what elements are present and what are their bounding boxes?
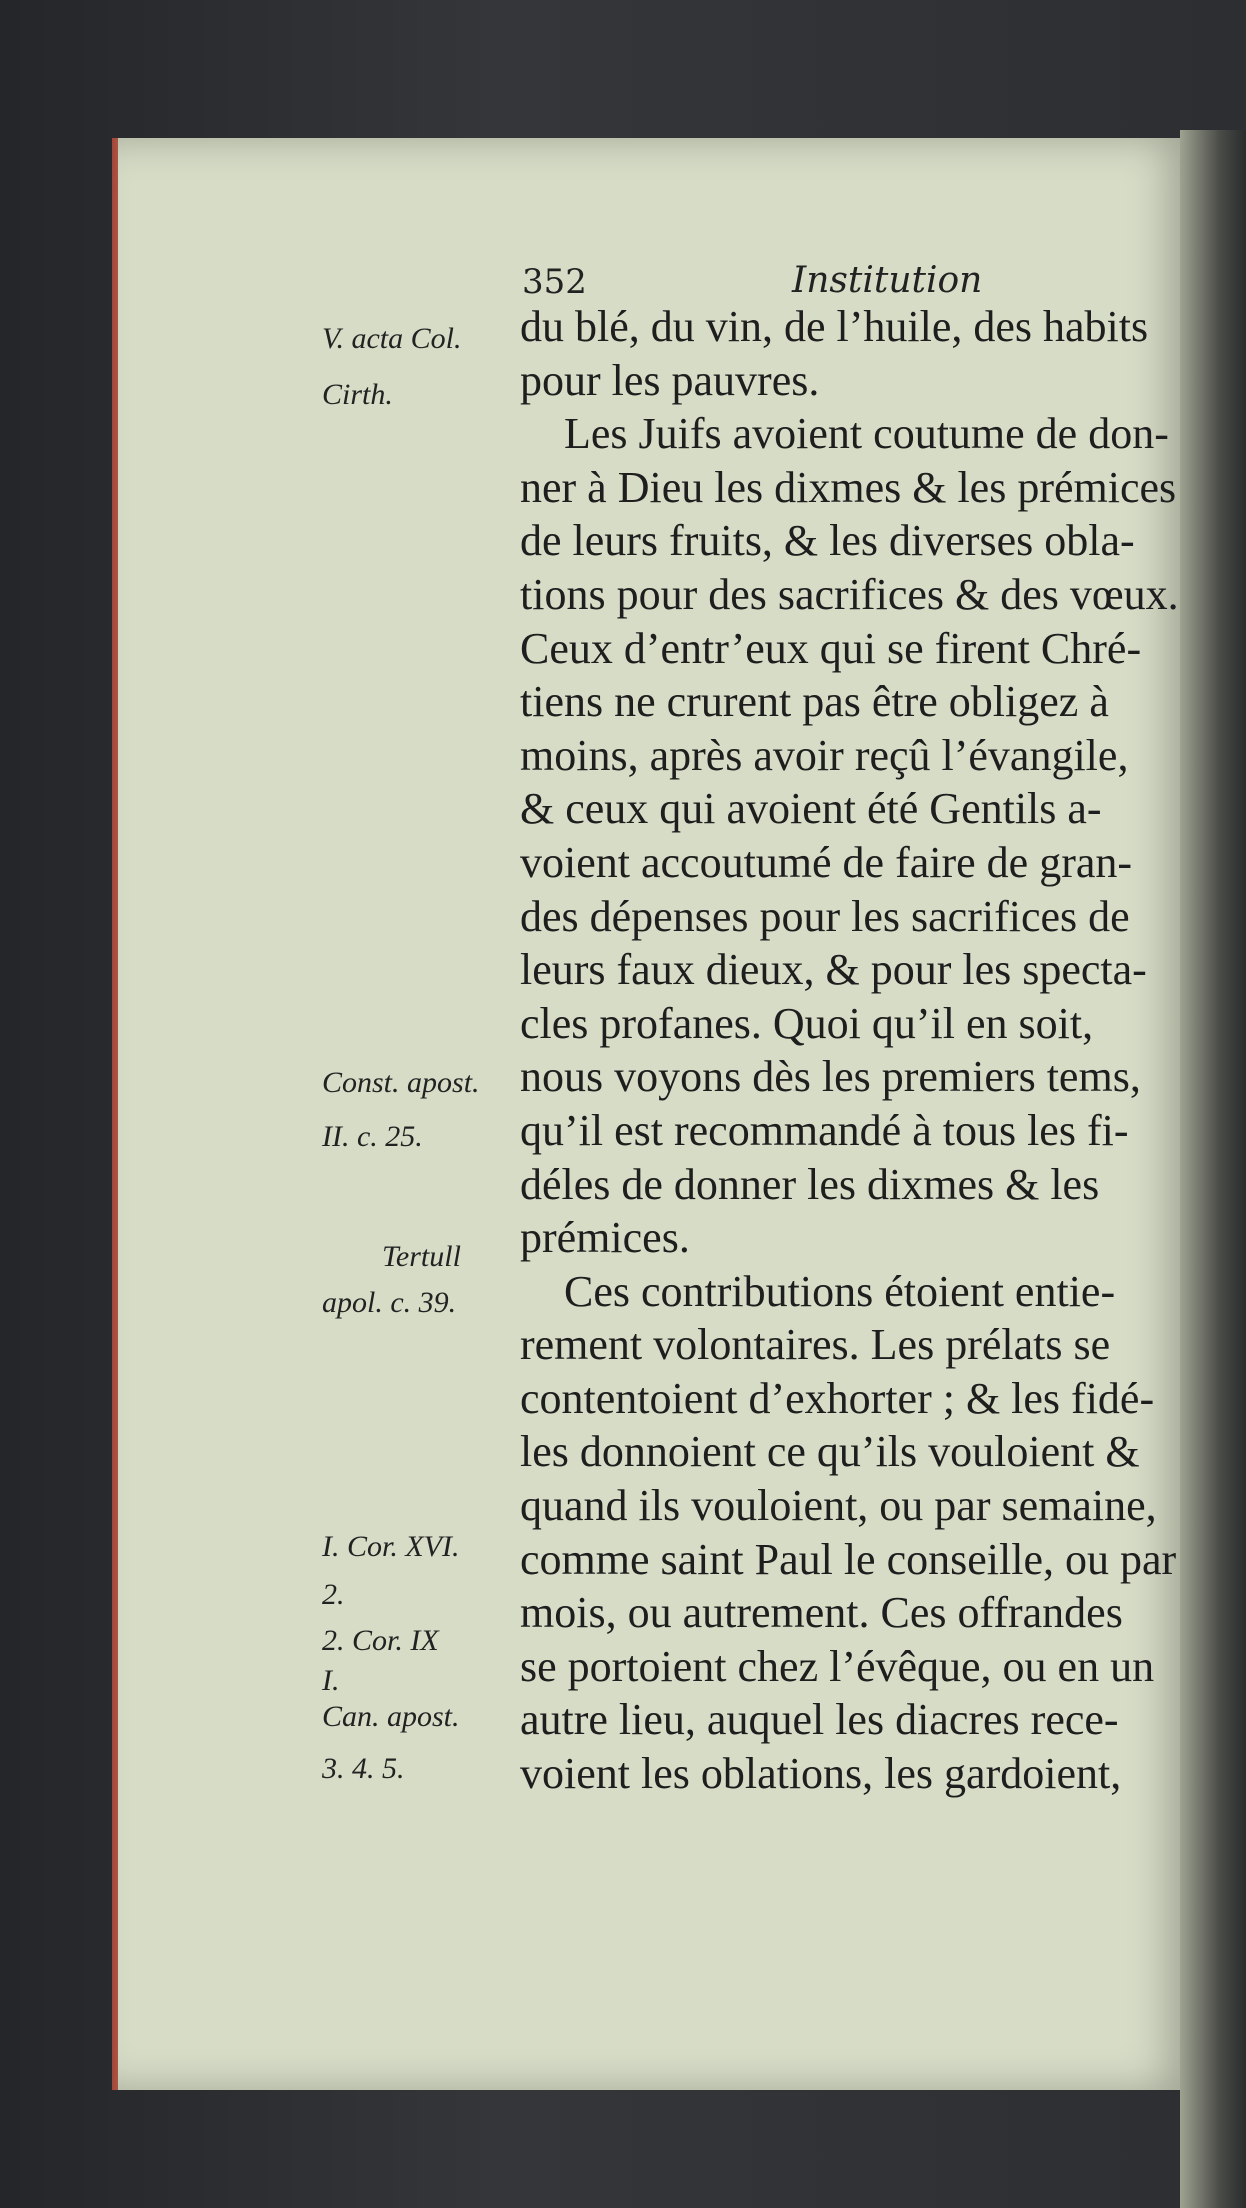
text-line: voient accoutumé de faire de gran- [520, 837, 1133, 887]
margin-note: apol. c. 39. [322, 1286, 457, 1319]
text-line: Ces contributions étoient entie- [564, 1266, 1116, 1316]
text-line: tiens ne crurent pas être obligez à [520, 677, 1109, 727]
margin-note: 3. 4. 5. [322, 1752, 405, 1785]
text-line: ner à Dieu les dixmes & les prémices [520, 462, 1177, 512]
text-line: Ceux d’entr’eux qui se firent Chré- [520, 623, 1142, 673]
text-line: Les Juifs avoient coutume de don- [564, 409, 1169, 459]
margin-note: Tertull [382, 1240, 461, 1273]
text-line: leurs faux dieux, & pour les specta- [520, 945, 1147, 995]
text-line: voient les oblations, les gardoient, [520, 1749, 1122, 1799]
text-line: comme saint Paul le conseille, ou par [520, 1534, 1177, 1584]
margin-note: V. acta Col. [322, 322, 462, 355]
text-line: cles profanes. Quoi qu’il en soit, [520, 998, 1094, 1048]
text-line: tions pour des sacrifices & des vœux. [520, 569, 1179, 619]
margin-note: 2. [322, 1578, 345, 1611]
text-line: prémices. [520, 1213, 690, 1263]
text-line: se portoient chez l’évêque, ou en un [520, 1641, 1155, 1691]
text-line: moins, après avoir reçû l’évangile, [520, 730, 1129, 780]
text-line: pour les pauvres. [520, 355, 820, 405]
margin-note: Can. apost. [322, 1700, 460, 1733]
text-line: mois, ou autrement. Ces offrandes [520, 1588, 1123, 1638]
text-line: du blé, du vin, de l’huile, des habits [520, 302, 1149, 351]
margin-note: II. c. 25. [322, 1120, 423, 1153]
margin-note: Const. apost. [322, 1066, 480, 1099]
text-line: qu’il est recommandé à tous les fi- [520, 1105, 1129, 1155]
margin-note: Cirth. [322, 378, 393, 411]
margin-note: 2. Cor. IX [322, 1624, 439, 1657]
text-line: autre lieu, auquel les diacres rece- [520, 1695, 1119, 1745]
margin-note: I. Cor. XVI. [322, 1530, 460, 1563]
running-head: Institution [792, 260, 983, 301]
text-line: & ceux qui avoient été Gentils a- [520, 784, 1102, 834]
text-line: les donnoient ce qu’ils vouloient & [520, 1427, 1140, 1477]
text-line: contentoient d’exhorter ; & les fidé- [520, 1373, 1155, 1423]
text-line: de leurs fruits, & les diverses obla- [520, 516, 1135, 566]
text-line: rement volontaires. Les prélats se [520, 1320, 1111, 1370]
margin-note: I. [322, 1664, 340, 1697]
text-line: des dépenses pour les sacrifices de [520, 891, 1130, 941]
text-line: quand ils vouloient, ou par semaine, [520, 1481, 1157, 1531]
body-text [520, 300, 1200, 1801]
page-number: 352 [522, 262, 587, 302]
text-line: déles de donner les dixmes & les [520, 1159, 1100, 1209]
text-line: nous voyons dès les premiers tems, [520, 1052, 1141, 1102]
